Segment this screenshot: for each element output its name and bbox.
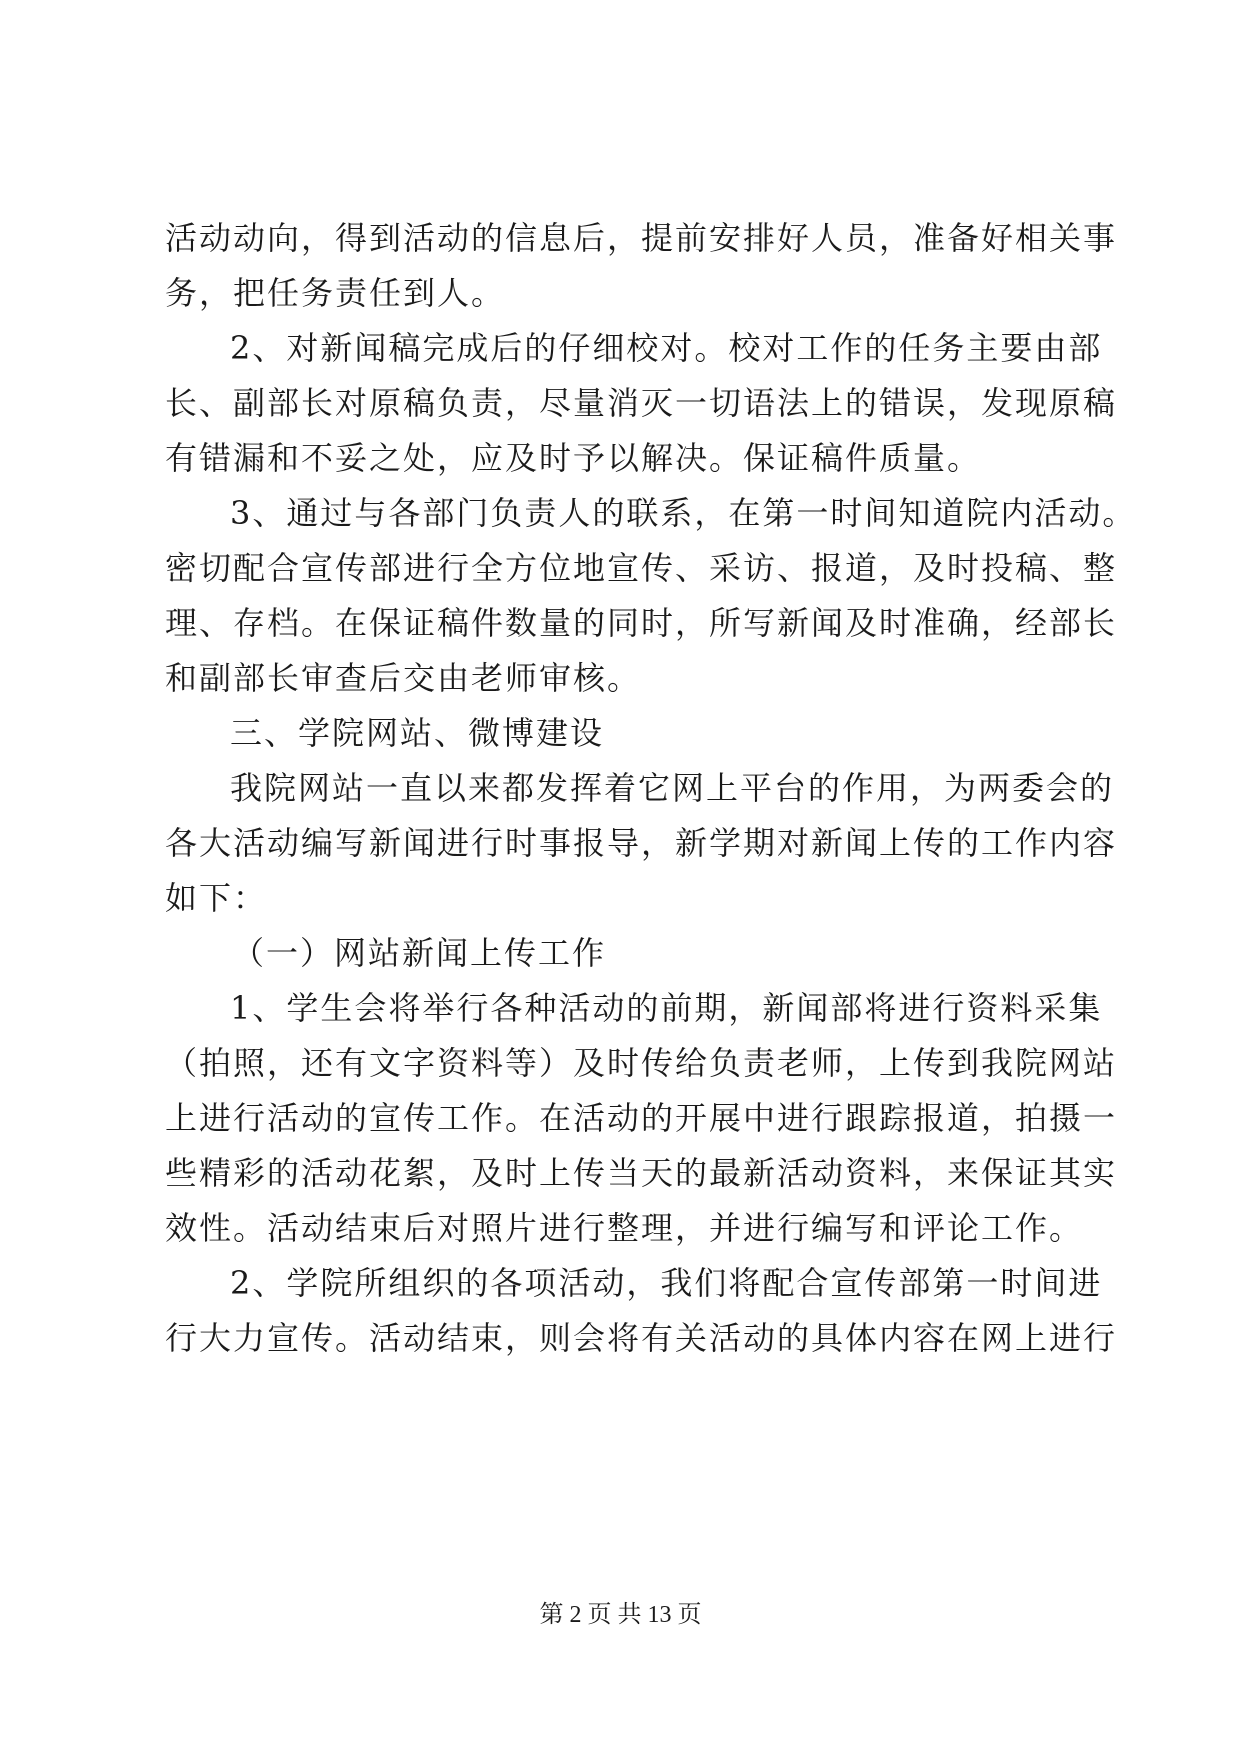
paragraph-start: 3、通过与各部门负责人的联系，在第一时间知道院内活动。 <box>230 494 1137 532</box>
body-line: 密切配合宣传部进行全方位地宣传、采访、报道，及时投稿、整 <box>165 549 1118 587</box>
body-line: 上进行活动的宣传工作。在活动的开展中进行跟踪报道，拍摄一 <box>165 1099 1118 1137</box>
body-line: 些精彩的活动花絮，及时上传当天的最新活动资料，来保证其实 <box>165 1154 1118 1192</box>
body-line: 各大活动编写新闻进行时事报导，新学期对新闻上传的工作内容 <box>165 824 1118 862</box>
subsection-heading: （一）网站新闻上传工作 <box>232 934 607 972</box>
paragraph-start: 我院网站一直以来都发挥着它网上平台的作用，为两委会的 <box>230 769 1115 807</box>
body-line: 长、副部长对原稿负责，尽量消灭一切语法上的错误，发现原稿 <box>165 384 1118 422</box>
section-heading: 三、学院网站、微博建设 <box>230 714 605 752</box>
paragraph-start: 2、对新闻稿完成后的仔细校对。校对工作的任务主要由部 <box>230 329 1103 367</box>
body-line: 和副部长审查后交由老师审核。 <box>165 659 642 697</box>
page-number-footer: 第 2 页 共 13 页 <box>539 1602 702 1628</box>
body-line: 有错漏和不妥之处，应及时予以解决。保证稿件质量。 <box>165 439 982 477</box>
body-line: 效性。活动结束后对照片进行整理，并进行编写和评论工作。 <box>165 1209 1084 1247</box>
body-line: 理、存档。在保证稿件数量的同时，所写新闻及时准确，经部长 <box>165 604 1118 642</box>
paragraph-start: 2、学院所组织的各项活动，我们将配合宣传部第一时间进 <box>230 1264 1103 1302</box>
body-line: 行大力宣传。活动结束，则会将有关活动的具体内容在网上进行 <box>165 1319 1118 1357</box>
body-line: 活动动向，得到活动的信息后，提前安排好人员，准备好相关事 <box>165 219 1118 257</box>
body-line: （拍照，还有文字资料等）及时传给负责老师，上传到我院网站 <box>165 1044 1118 1082</box>
body-line: 务，把任务责任到人。 <box>165 274 506 312</box>
body-line: 如下： <box>165 879 268 917</box>
paragraph-start: 1、学生会将举行各种活动的前期，新闻部将进行资料采集 <box>230 989 1103 1027</box>
